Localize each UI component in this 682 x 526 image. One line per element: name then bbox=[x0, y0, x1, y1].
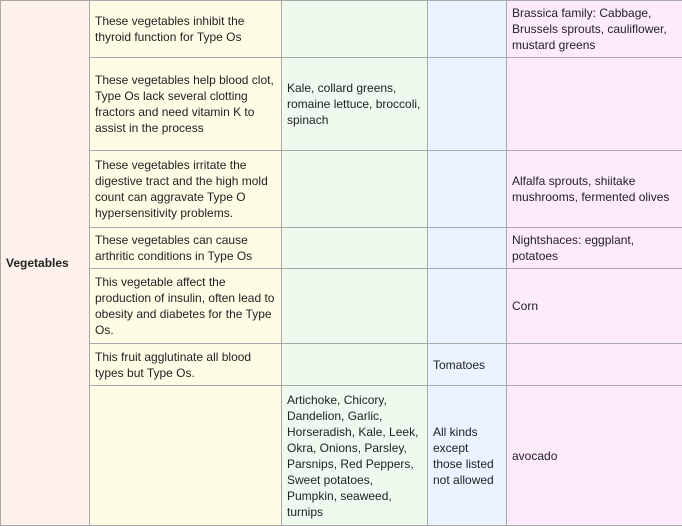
reason-cell: These vegetables help blood clot, Type Os lack several clotting fractors and need vitamin K to assist in the process bbox=[90, 58, 282, 151]
category-label: Vegetables bbox=[1, 1, 90, 526]
table-row bbox=[1, 1, 682, 58]
neutral-cell bbox=[428, 58, 507, 151]
reason-cell: These vegetables inhibit the thyroid function for Type Os bbox=[90, 1, 282, 58]
reason-cell: These vegetables can cause arthritic conditions in Type Os bbox=[90, 228, 282, 269]
table-row bbox=[1, 228, 682, 269]
beneficial-cell bbox=[282, 151, 428, 228]
beneficial-cell bbox=[282, 269, 428, 344]
neutral-cell bbox=[428, 1, 507, 58]
neutral-cell: Tomatoes bbox=[428, 344, 507, 386]
reason-cell: These vegetables irritate the digestive tract and the high mold count can aggravate Type O hypersensitivity problems. bbox=[90, 151, 282, 228]
avoid-cell: Brassica family: Cabbage, Brussels sprouts, cauliflower, mustard greens bbox=[507, 1, 682, 58]
beneficial-cell bbox=[282, 1, 428, 58]
table-row bbox=[1, 269, 682, 344]
beneficial-cell: Artichoke, Chicory, Dandelion, Garlic, Horseradish, Kale, Leek, Okra, Onions, Parsley, Parsnips, Red Peppers, Sweet potatoes, Pumpkin, seaweed, turnips bbox=[282, 386, 428, 526]
table-row bbox=[1, 151, 682, 228]
table-row bbox=[1, 386, 682, 526]
neutral-cell bbox=[428, 228, 507, 269]
beneficial-cell bbox=[282, 344, 428, 386]
table-row bbox=[1, 58, 682, 151]
neutral-cell: All kinds except those listed not allowed bbox=[428, 386, 507, 526]
beneficial-cell: Kale, collard greens, romaine lettuce, broccoli, spinach bbox=[282, 58, 428, 151]
avoid-cell: Corn bbox=[507, 269, 682, 344]
beneficial-cell bbox=[282, 228, 428, 269]
avoid-cell: Alfalfa sprouts, shiitake mushrooms, fermented olives bbox=[507, 151, 682, 228]
neutral-cell bbox=[428, 151, 507, 228]
table-row bbox=[1, 344, 682, 386]
avoid-cell bbox=[507, 58, 682, 151]
reason-cell: This fruit agglutinate all blood types but Type Os. bbox=[90, 344, 282, 386]
avoid-cell: avocado bbox=[507, 386, 682, 526]
neutral-cell bbox=[428, 269, 507, 344]
avoid-cell: Nightshaces: eggplant, potatoes bbox=[507, 228, 682, 269]
reason-cell: This vegetable affect the production of insulin, often lead to obesity and diabetes for the Type Os. bbox=[90, 269, 282, 344]
avoid-cell bbox=[507, 344, 682, 386]
reason-cell bbox=[90, 386, 282, 526]
